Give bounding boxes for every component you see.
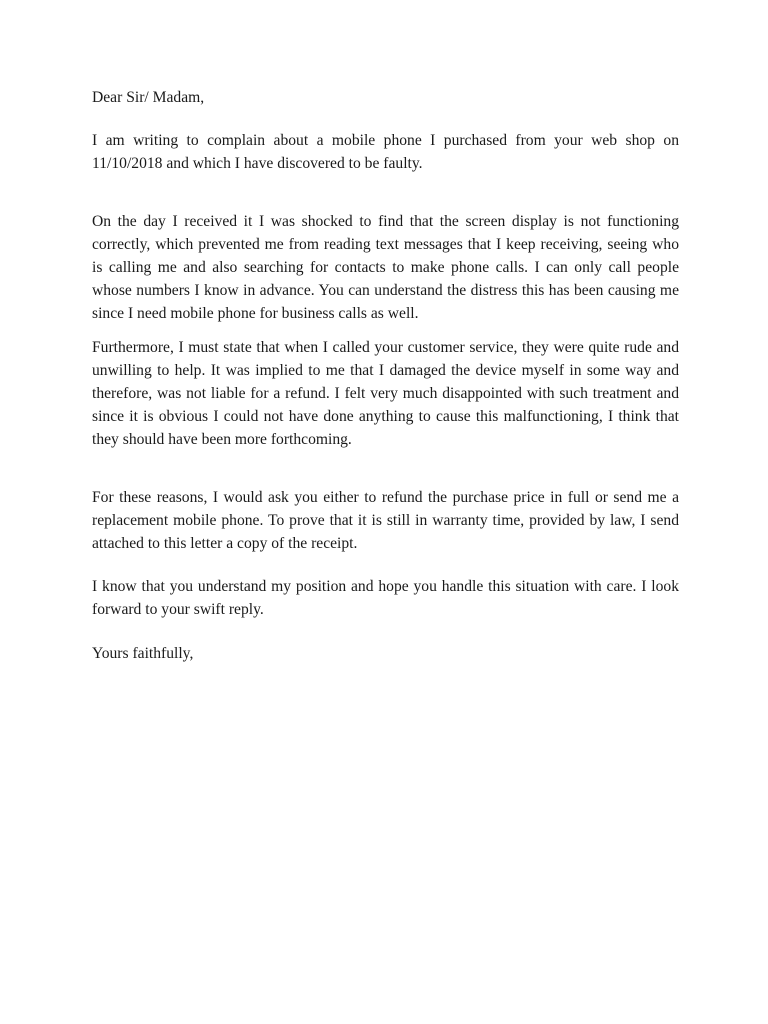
- letter-paragraph-fault: On the day I received it I was shocked to find that the screen display is not functioning correctly, which prevented me from reading text messages that I keep receiving, seeing who is calling me and also searching for contacts to make phone calls. I can only call people whose numbers I know in advance. You can understand the distress this has been causing me since I need mobile phone for business calls as well.: [92, 212, 679, 323]
- letter-salutation: Dear Sir/ Madam,: [92, 89, 205, 106]
- letter-body: [92, 86, 679, 665]
- letter-paragraph-purchase: I am writing to complain about a mobile phone I purchased from your web shop on 11/10/2018 and which I have discovered to be faulty.: [92, 132, 679, 173]
- letter-paragraph-customer-service: Furthermore, I must state that when I called your customer service, they were quite rude and unwilling to help. It was implied to me that I damaged the device myself in some way and therefore, was not liable for a refund. I felt very much disappointed with such treatment and since it is obvious I could not have done anything to cause this malfunctioning, I think that they should have been more forthcoming.: [92, 338, 679, 449]
- letter-paragraph-conclusion: I know that you understand my position and hope you handle this situation with care. I look forward to your swift reply.: [92, 578, 679, 619]
- letter-closing: Yours faithfully,: [92, 644, 194, 662]
- letter-paragraph-request: For these reasons, I would ask you either to refund the purchase price in full or send me a replacement mobile phone. To prove that it is still in warranty time, provided by law, I send attached to this letter a copy of the receipt.: [92, 488, 679, 553]
